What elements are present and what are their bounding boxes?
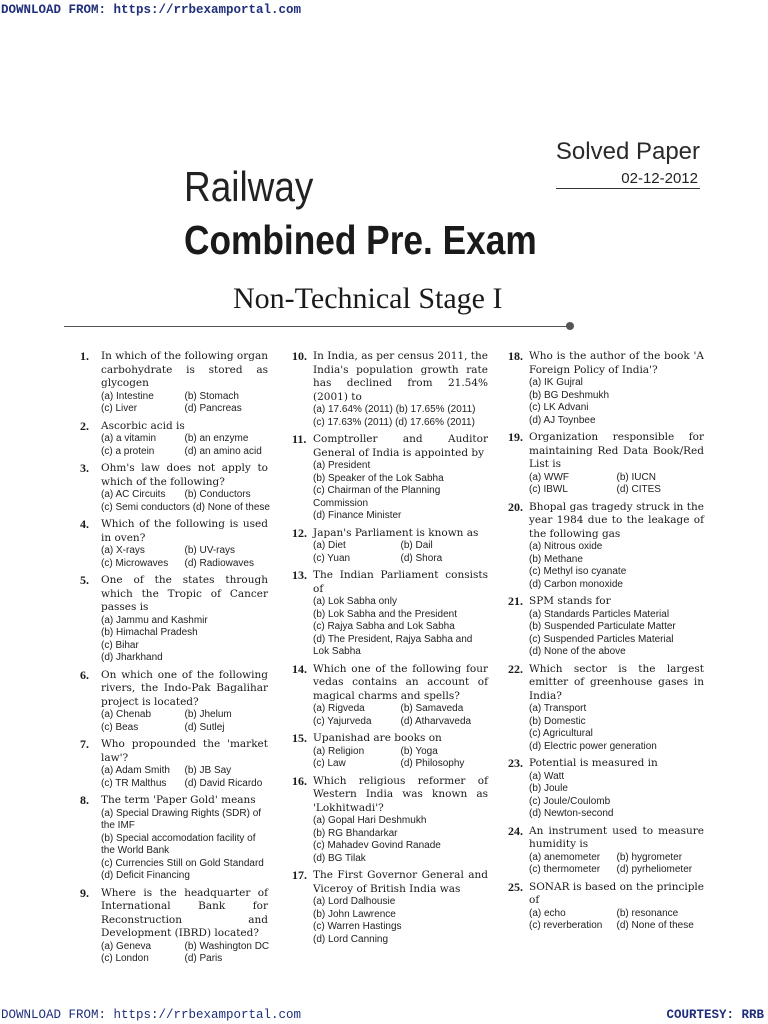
question-number: 15.	[292, 731, 307, 745]
question-item	[292, 350, 488, 429]
question-text: Where is the headquarter of International Bank for Reconstruction and Development (IBRD) located?	[101, 886, 268, 939]
answer-option: (a) anemometer	[529, 851, 601, 863]
question-number: 23.	[508, 756, 523, 770]
answer-option: (c) Rajya Sabha and Lok Sabha	[313, 621, 455, 632]
question-text: Who propounded the 'market law'?	[101, 738, 268, 764]
question-text: Upanishad are books on	[313, 732, 442, 744]
answer-option: (c) Bihar	[101, 639, 139, 651]
answer-option: (c) London	[101, 953, 149, 964]
answer-option: (c) IBWL	[529, 484, 568, 495]
exam-date: 02-12-2012	[621, 170, 698, 187]
question-item	[508, 663, 704, 754]
answer-options	[313, 896, 488, 946]
answer-option: (c) Methyl iso cyanate	[529, 566, 627, 577]
subtitle-non-technical: Non-Technical Stage I	[233, 282, 503, 315]
answer-option: (d) Philosophy	[400, 758, 465, 769]
question-item	[508, 825, 704, 877]
question-text: Potential is measured in	[529, 757, 658, 769]
download-link-top[interactable]: DOWNLOAD FROM: https://rrbexamportal.com	[1, 3, 302, 17]
date-underline	[556, 188, 700, 189]
answer-option: (c) Suspended Particles Material	[529, 633, 674, 645]
answer-options	[313, 540, 488, 565]
answer-option: (d) Atharvaveda	[400, 715, 472, 727]
answer-option: (c) Yuan	[313, 552, 351, 564]
question-text: In which of the following organ carbohydrate is stored as glycogen	[101, 350, 268, 389]
answer-option: (b) JB Say	[184, 765, 232, 776]
answer-options	[529, 703, 704, 753]
answer-option: (a) President	[313, 460, 371, 471]
answer-option: (b) Joule	[529, 783, 568, 794]
solved-paper-label: Solved Paper	[555, 138, 700, 165]
answer-option: (b) Himachal Pradesh	[101, 627, 198, 638]
answer-option: (c) Law	[313, 758, 346, 769]
answer-options	[101, 545, 268, 570]
question-number: 2.	[80, 418, 89, 433]
question-text: The term 'Paper Gold' means	[101, 794, 256, 806]
answer-option: (d) Electric power generation	[529, 740, 657, 752]
question-number: 21.	[508, 594, 523, 608]
answer-option: (a) Watt	[529, 770, 565, 782]
question-text: Which sector is the largest emitter of greenhouse gases in India?	[529, 662, 704, 702]
answer-option: (a) Adam Smith	[101, 765, 170, 776]
question-text: Bhopal gas tragedy struck in the year 1984 due to the leakage of the following gas	[529, 500, 704, 540]
answer-options	[529, 908, 704, 933]
answer-option: (d) AJ Toynbee	[529, 414, 596, 426]
answer-option: (c) Liver	[101, 403, 138, 414]
question-text: Which one of the following four vedas contains an account of magical charms and spells?	[313, 662, 488, 702]
answer-option: (d) Jharkhand	[101, 652, 163, 663]
answer-option: (a) Geneva	[101, 940, 152, 952]
answer-option: (b) UV-rays	[184, 545, 236, 556]
question-item	[80, 574, 268, 665]
question-number: 17.	[292, 868, 307, 882]
answer-option: (a) a vitamin	[101, 433, 157, 444]
answer-option: (a) Lok Sabha only	[313, 596, 397, 607]
answer-options	[101, 709, 268, 734]
question-number: 19.	[508, 430, 523, 444]
question-text: Which of the following is used in oven?	[101, 518, 268, 544]
answer-options	[101, 433, 268, 458]
question-item	[80, 738, 268, 790]
answer-option: (b) Washington DC	[184, 940, 270, 952]
question-text: Organization responsible for maintaining Red Data Book/Red List is	[529, 431, 704, 470]
answer-option: (a) Rigveda	[313, 703, 365, 714]
answer-option: (a) Special Drawing Rights (SDR) of the IMF	[101, 807, 262, 831]
answer-option: (c) Mahadev Govind Ranade	[313, 840, 441, 851]
answer-option: (a) AC Circuits	[101, 489, 166, 500]
question-text: On which one of the following rivers, the Indo-Pak Bagalihar project is located?	[101, 668, 268, 708]
question-number: 4.	[80, 517, 89, 531]
answer-option: (b) Stomach	[184, 390, 239, 402]
question-text: The First Governor General and Viceroy of British India was	[313, 869, 488, 895]
answer-option: (d) pyrheliometer	[616, 864, 693, 875]
answer-options	[313, 460, 488, 523]
question-item	[508, 350, 704, 427]
answer-option: (d) CITES	[616, 484, 661, 495]
question-item	[292, 527, 488, 566]
question-number: 11.	[292, 432, 307, 446]
answer-option: (c) Chairman of the Planning Commission	[313, 485, 441, 509]
question-column-1	[80, 350, 268, 970]
question-item	[80, 794, 268, 883]
question-number: 20.	[508, 499, 523, 514]
answer-option: (d) Newton-second	[529, 808, 614, 819]
question-text: Who is the author of the book 'A Foreign Policy of India'?	[529, 350, 704, 376]
question-number: 9.	[80, 885, 89, 900]
answer-option: (a) Chenab	[101, 709, 152, 720]
answer-option: (a) Nitrous oxide	[529, 541, 603, 552]
answer-option: (c) Beas	[101, 721, 139, 733]
answer-options	[529, 377, 704, 427]
answer-option: (b) BG Deshmukh	[529, 389, 610, 401]
answer-option: (b) Domestic	[529, 715, 586, 727]
answer-option: (b) Speaker of the Lok Sabha	[313, 472, 444, 484]
answer-option: (d) Sutlej	[184, 721, 225, 733]
answer-options	[529, 541, 704, 591]
answer-options	[101, 765, 268, 790]
answer-option: (b) Samaveda	[400, 703, 464, 714]
answer-option: (a) Intestine	[101, 390, 154, 402]
question-number: 1.	[80, 349, 89, 363]
answer-option: (a) IK Gujral	[529, 377, 583, 388]
answer-option: (b) resonance	[616, 907, 679, 919]
answer-options	[529, 609, 704, 659]
answer-option: (c) thermometer	[529, 864, 601, 875]
question-item	[292, 569, 488, 659]
answer-option: (d) Paris	[184, 953, 223, 964]
question-item	[292, 775, 488, 866]
answer-option: (c) Joule/Coulomb	[529, 795, 611, 807]
answer-option: (d) Finance Minister	[313, 510, 402, 521]
answer-option: (d) Lord Canning	[313, 933, 389, 945]
answer-option: (c) a protein	[101, 445, 155, 457]
answer-option: (b) RG Bhandarkar	[313, 827, 398, 839]
question-item	[292, 732, 488, 771]
answer-option: (d) Radiowaves	[184, 557, 254, 569]
answer-option: (d) David Ricardo	[184, 777, 263, 789]
answer-option: (c) Currencies Still on Gold Standard	[101, 857, 264, 869]
answer-option: (b) Lok Sabha and the President	[313, 608, 457, 620]
answer-options	[101, 489, 268, 514]
answer-options	[529, 472, 704, 497]
answer-option: (a) Religion	[313, 745, 365, 757]
answer-option: (d) The President, Rajya Sabha and Lok Sabha	[313, 633, 473, 657]
question-number: 24.	[508, 823, 523, 838]
answer-option: (a) Diet	[313, 540, 346, 551]
answer-options	[313, 815, 488, 865]
answer-options	[101, 615, 268, 665]
answer-option: (a) 17.64% (2011) (b) 17.65% (2011)	[313, 404, 476, 415]
answer-option: (d) None of these	[616, 920, 694, 931]
answer-options	[313, 596, 488, 659]
answer-option: (c) Agricultural	[529, 728, 593, 739]
title-combined-exam: Combined Pre. Exam	[184, 217, 537, 263]
answer-option: (a) Gopal Hari Deshmukh	[313, 815, 427, 826]
answer-option: (d) None of the above	[529, 646, 626, 657]
answer-option: (b) Dail	[400, 540, 433, 551]
question-text: An instrument used to measure humidity is	[529, 824, 704, 850]
answer-option: (a) echo	[529, 907, 566, 919]
question-number: 14.	[292, 661, 307, 676]
answer-option: (d) Pancreas	[184, 403, 242, 414]
answer-option: (b) IUCN	[616, 471, 656, 483]
answer-option: (c) LK Advani	[529, 402, 589, 413]
answer-options	[101, 391, 268, 416]
question-column-2	[292, 350, 488, 950]
question-number: 12.	[292, 525, 307, 540]
question-text: SONAR is based on the principle of	[529, 880, 704, 906]
divider-dot	[566, 322, 574, 330]
question-text: SPM stands for	[529, 595, 611, 607]
question-text: Which religious reformer of Western India was known as 'Lokhitwadi'?	[313, 774, 488, 814]
question-text: One of the states through which the Tropic of Cancer passes is	[101, 574, 268, 613]
answer-option: (d) Carbon monoxide	[529, 578, 623, 590]
question-number: 8.	[80, 793, 89, 807]
question-item	[80, 887, 268, 966]
answer-options	[313, 746, 488, 771]
question-item	[80, 669, 268, 735]
question-item	[292, 869, 488, 946]
answer-option: (d) BG Tilak	[313, 852, 366, 864]
header-divider	[64, 326, 568, 327]
answer-option: (c) 17.63% (2011) (d) 17.66% (2011)	[313, 416, 475, 428]
answer-option: (b) an enzyme	[184, 433, 249, 444]
answer-option: (c) Warren Hastings	[313, 921, 402, 932]
download-link-bottom[interactable]: DOWNLOAD FROM: https://rrbexamportal.com	[1, 1008, 302, 1022]
answer-option: (b) hygrometer	[616, 851, 683, 863]
question-item	[508, 595, 704, 659]
answer-option: (a) X-rays	[101, 545, 145, 556]
answer-option: (b) Special accomodation facility of the World Bank	[101, 832, 256, 856]
answer-option: (a) Jammu and Kashmir	[101, 614, 208, 626]
answer-option: (c) Semi conductors (d) None of these	[101, 501, 270, 513]
question-text: Japan's Parliament is known as	[313, 526, 479, 539]
question-number: 25.	[508, 879, 523, 894]
answer-option: (c) Yajurveda	[313, 715, 372, 727]
answer-options	[101, 808, 268, 883]
answer-option: (b) Conductors	[184, 489, 251, 500]
question-item	[80, 462, 268, 514]
question-number: 7.	[80, 737, 89, 751]
answer-options	[529, 771, 704, 821]
question-item	[508, 431, 704, 497]
question-number: 16.	[292, 773, 307, 788]
answer-option: (b) Jhelum	[184, 709, 232, 720]
answer-option: (b) Methane	[529, 553, 583, 565]
title-railway: Railway	[184, 163, 314, 210]
question-number: 13.	[292, 568, 307, 582]
question-text: Ascorbic acid is	[101, 419, 185, 432]
question-number: 3.	[80, 461, 89, 475]
question-number: 6.	[80, 667, 89, 682]
question-text: In India, as per census 2011, the India's population growth rate has declined from 21.54% (2001) to	[313, 350, 488, 403]
question-item	[292, 663, 488, 729]
question-text: Comptroller and Auditor General of India is appointed by	[313, 433, 488, 459]
question-number: 5.	[80, 573, 89, 587]
question-number: 18.	[508, 349, 523, 363]
answer-option: (c) TR Malthus	[101, 777, 167, 789]
answer-option: (d) Shora	[400, 552, 443, 564]
answer-option: (c) Microwaves	[101, 557, 169, 569]
answer-option: (b) John Lawrence	[313, 908, 396, 920]
question-column-3	[508, 350, 704, 937]
answer-option: (d) Deficit Financing	[101, 870, 190, 881]
question-item	[80, 420, 268, 459]
answer-option: (d) an amino acid	[184, 445, 262, 457]
question-number: 22.	[508, 661, 523, 676]
answer-option: (c) reverberation	[529, 920, 603, 931]
question-item	[508, 757, 704, 821]
question-text: The Indian Parliament consists of	[313, 569, 488, 595]
question-text: Ohm's law does not apply to which of the following?	[101, 462, 268, 488]
question-item	[80, 350, 268, 416]
question-number: 10.	[292, 349, 307, 363]
question-item	[508, 881, 704, 933]
courtesy-label: COURTESY: RRB	[666, 1008, 764, 1022]
answer-option: (b) Suspended Particulate Matter	[529, 621, 676, 632]
question-item	[292, 433, 488, 523]
answer-option: (a) Lord Dalhousie	[313, 896, 396, 907]
answer-options	[313, 404, 488, 429]
answer-option: (a) Standards Particles Material	[529, 608, 670, 620]
answer-option: (a) Transport	[529, 703, 587, 714]
answer-option: (b) Yoga	[400, 745, 438, 757]
answer-options	[529, 852, 704, 877]
answer-option: (a) WWF	[529, 471, 569, 483]
answer-options	[101, 941, 268, 966]
question-item	[80, 518, 268, 570]
question-item	[508, 501, 704, 592]
answer-options	[313, 703, 488, 728]
